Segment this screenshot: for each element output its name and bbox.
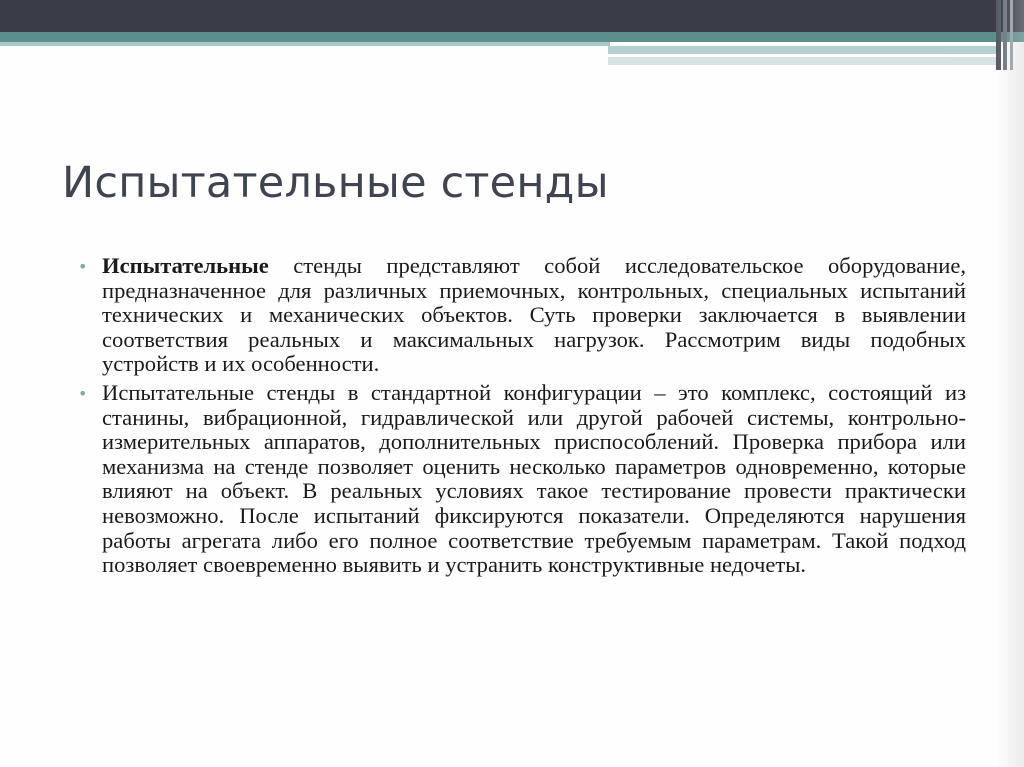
bullet-text: Испытательные стенды в стандартной конфигурации – это комплекс, состоящий из станины, вибрационной, гидравлической или другой рабочей системы, контрольно-измерительных аппаратов, дополнительных приспособлений. Проверка прибора или механизма на стенде позволяет оценить несколько параметров одновременно, которые влияют на объект. В реальных условиях такое тестирование провести практически невозможно. После испытаний фиксируются показатели. Определяются нарушения работы агрегата либо его полное соответствие требуемым параметрам. Такой подход позволяет своевременно выявить и устранить конструктивные недочеты. [102, 379, 966, 578]
bullet-item [78, 381, 966, 578]
bullet-text: стенды представляют собой исследовательское оборудование, предназначенное для различных приемочных, контрольных, специальных испытаний технических и механических объектов. Суть проверки заключается в выявлении соответствия реальных и максимальных нагрузок. Рассмотрим виды подобных устройств и их особенности. [102, 253, 966, 377]
bullet-dot-icon: • [78, 257, 88, 276]
header-banner-accent [0, 42, 610, 46]
slide-body [78, 254, 966, 582]
bullet-dot-icon: • [78, 383, 88, 403]
page-edge-shadow [996, 0, 1024, 767]
header-banner-dark [0, 0, 1024, 32]
header-stripe-1 [608, 46, 1000, 54]
slide-title: Испытательные стенды [62, 158, 609, 208]
bullet-item [78, 254, 966, 377]
header-banner-teal [0, 32, 1024, 42]
header-stripe-2 [608, 57, 1000, 65]
bullet-bold-lead: Испытательные [102, 253, 269, 278]
